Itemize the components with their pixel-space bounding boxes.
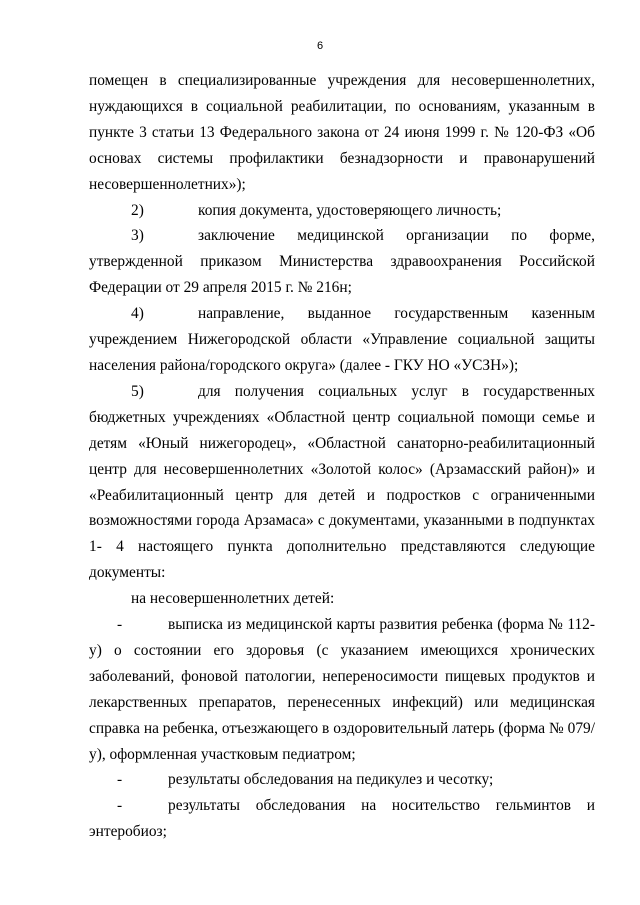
intro-paragraph: помещен в специализированные учреждения для несовершеннолетних, нуждающихся в социальной реабилитации, по основаниям, указанным в пункте 3 статьи 13 Федерального закона от 24 июня 1999 г. № 120-ФЗ «Об основах системы профилактики безнадзорности и правонарушений несовершеннолетних»); — [89, 72, 595, 193]
dash-marker: - — [117, 797, 123, 815]
subheading: на несовершеннолетних детей: — [131, 590, 335, 608]
list-item-text: заключение медицинской организации по форме, утвержденной приказом Министерства здравоохранения Российской Федерации от 29 апреля 2015 г. № 216н; — [89, 227, 595, 297]
dash-marker: - — [117, 771, 123, 789]
list-item-3 — [89, 223, 595, 301]
dash-item-text: результаты обследования на носительство гельминтов и энтеробиоз; — [89, 797, 595, 841]
list-item-text: копия документа, удостоверяющего личность; — [198, 201, 502, 219]
list-marker: 5) — [131, 382, 144, 400]
list-marker: 2) — [131, 201, 144, 219]
dash-item-3 — [89, 793, 595, 845]
dash-item-1 — [89, 612, 595, 767]
list-item-text: направление, выданное государственным казенным учреждением Нижегородской области «Управление социальной защиты населения района/городского округа» (далее - ГКУ НО «УСЗН»); — [89, 305, 595, 374]
document-body — [89, 68, 595, 845]
dash-marker: - — [117, 616, 123, 634]
list-item-5 — [89, 379, 595, 586]
list-marker: 3) — [131, 227, 144, 245]
dash-item-text: выписка из медицинской карты развития ребенка (форма № 112-у) о состоянии его здоровья (с указанием имеющихся хронических заболеваний, фоновой патологии, непереносимости пищевых продуктов и лекарственных препаратов, перенесенных инфекций) или медицинская справка на ребенка, отъезжающего в оздоровительный латерь (форма № 079/у), оформленная участковым педиатром; — [89, 616, 595, 763]
list-item-4 — [89, 301, 595, 379]
list-item-2 — [89, 198, 595, 224]
dash-item-2 — [89, 767, 595, 793]
list-marker: 4) — [131, 305, 144, 323]
page-number: 6 — [316, 40, 324, 52]
list-item-text: для получения социальных услуг в государственных бюджетных учреждениях «Областной центр социальной помощи семье и детям «Юный нижегородец», «Областной санаторно-реабилитационный центр для несовершеннолетних «Золотой колос» (Арзамасский район)» и «Реабилитационный центр для детей и подростков с ограниченными возможностями города Арзамаса» с документами, указанными в подпунктах 1- 4 настоящего пункта дополнительно представляются следующие документы: — [89, 382, 595, 582]
dash-item-text: результаты обследования на педикулез и чесотку; — [168, 771, 494, 789]
